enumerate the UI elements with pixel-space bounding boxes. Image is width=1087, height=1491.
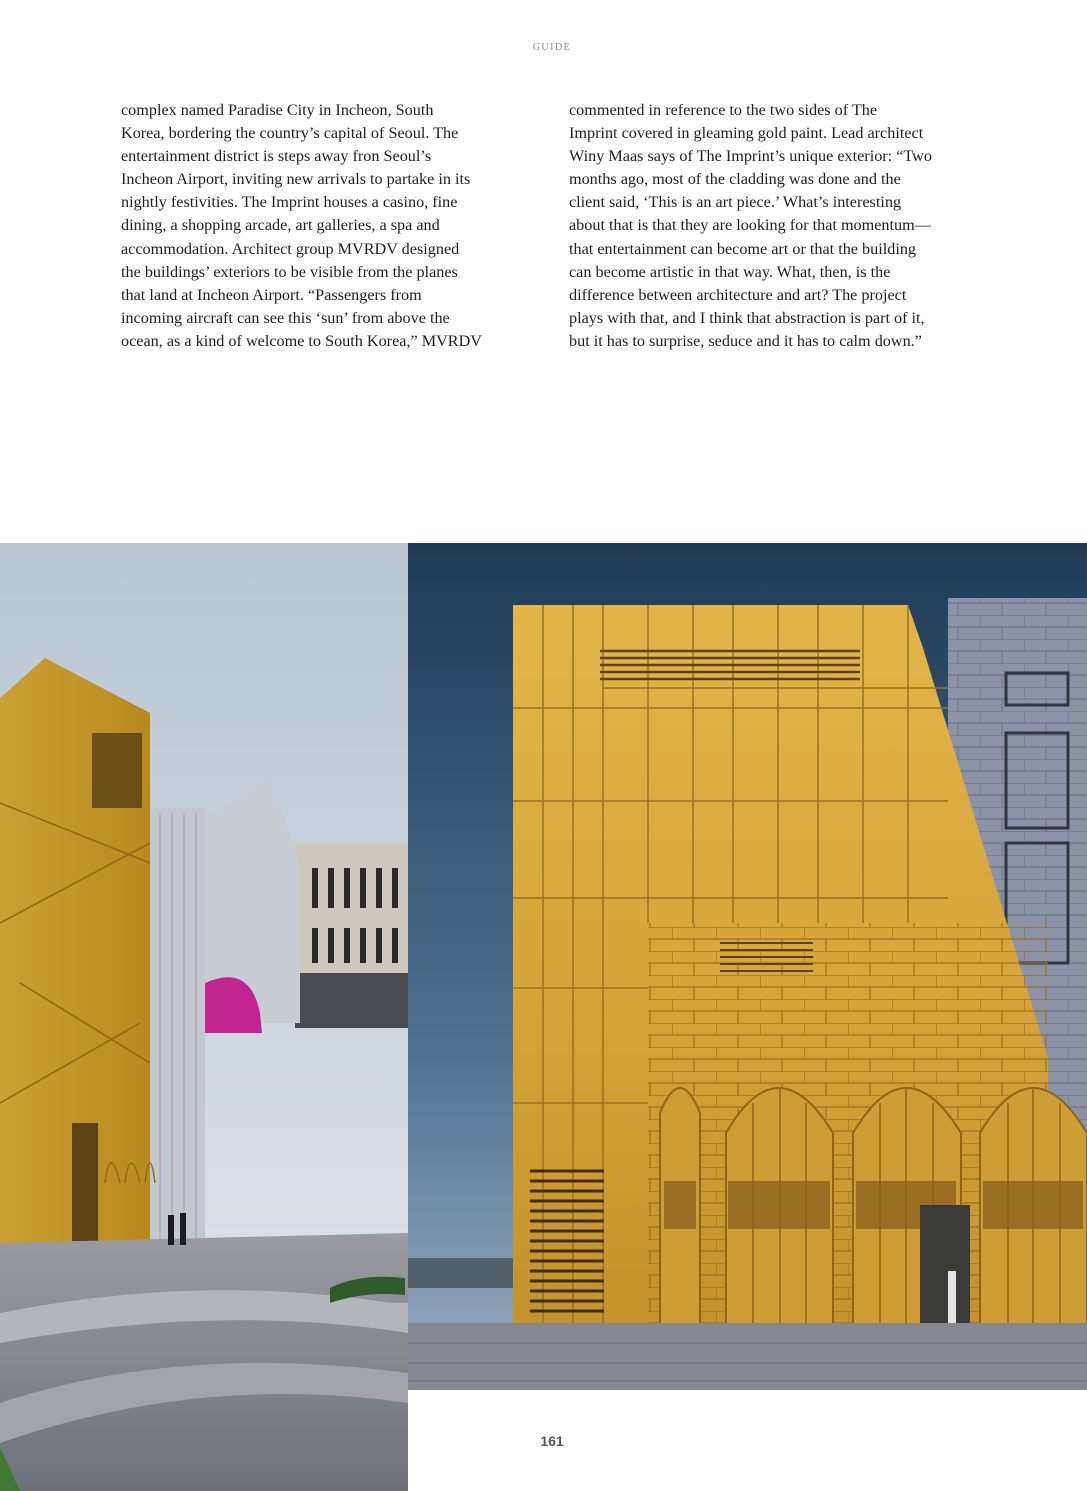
text-line: Incheon Airport, inviting new arrivals to partake in its	[121, 170, 471, 189]
text-line: incoming aircraft can see this ‘sun’ from above the	[121, 308, 450, 327]
building-photo-left	[0, 543, 408, 1491]
text-line: but it has to surprise, seduce and it has to calm down.”	[569, 331, 922, 350]
text-line: months ago, most of the cladding was done and the	[569, 170, 901, 189]
running-head: GUIDE	[532, 42, 572, 53]
text-line: that entertainment can become art or that the building	[569, 239, 917, 258]
text-line: difference between architecture and art? The project	[569, 285, 907, 304]
text-line: plays with that, and I think that abstraction is part of it,	[569, 308, 925, 327]
text-line: Imprint covered in gleaming gold paint. Lead architect	[569, 124, 924, 143]
text-line: accommodation. Architect group MVRDV designed	[121, 239, 460, 258]
text-line: Korea, bordering the country’s capital of Seoul. The	[121, 124, 459, 143]
text-line: ocean, as a kind of welcome to South Korea,” MVRDV	[121, 331, 482, 350]
text-line: that land at Incheon Airport. “Passengers from	[121, 285, 422, 304]
text-line: complex named Paradise City in Incheon, South	[121, 101, 434, 119]
text-line: the buildings’ exteriors to be visible from the planes	[121, 262, 458, 281]
building-photo-right	[408, 543, 1087, 1390]
text-line: entertainment district is steps away fron Seoul’s	[121, 147, 432, 166]
text-line: commented in reference to the two sides of The	[569, 101, 878, 119]
text-line: nightly festivities. The Imprint houses a casino, fine	[121, 193, 458, 212]
article-column-left	[121, 99, 531, 353]
text-line: about that is that they are looking for that momentum—	[569, 216, 931, 235]
text-line: can become artistic in that way. What, then, is the	[569, 262, 891, 281]
article-column-right	[569, 99, 989, 353]
text-line: dining, a shopping arcade, art galleries, a spa and	[121, 216, 440, 235]
page-number: 161	[540, 1433, 564, 1449]
text-line: Winy Maas says of The Imprint’s unique exterior: “Two	[569, 147, 932, 166]
text-line: client said, ‘This is an art piece.’ What’s interesting	[569, 193, 902, 212]
